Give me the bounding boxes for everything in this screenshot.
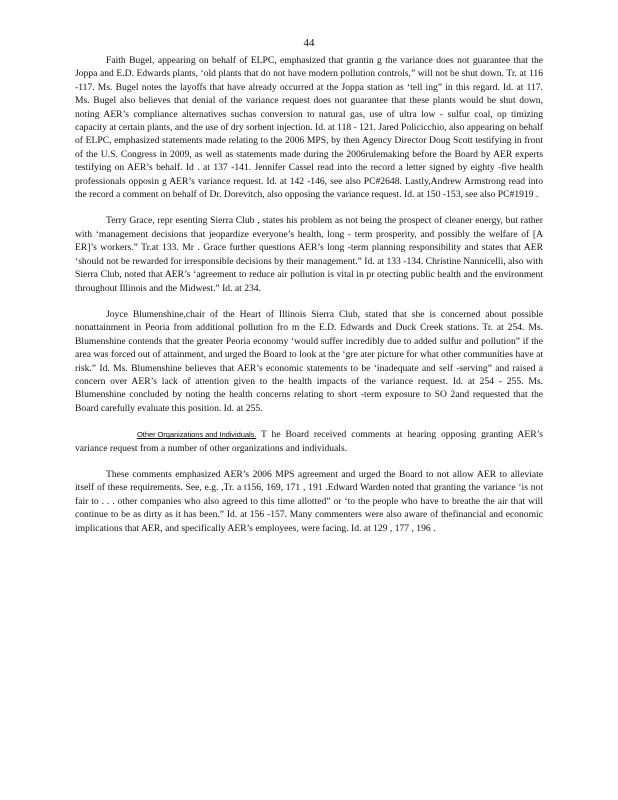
document-body bbox=[75, 54, 543, 548]
paragraph-other-organizations bbox=[75, 428, 543, 455]
paragraph-grace: Terry Grace, repr esenting Sierra Club , states his problem as not being the prospect of cleaner energy, but rather with ‘management decisions that jeopardize everyone’s health, long - term prosperity, and possibly the welfare of [A ER]’s workers.” Tr.at 133. Mr . Grace further questions AER’s long -term planning responsibility and states that AER ‘should not be rewarded for irresponsible decisions by their management.” Id. at 133 -134. Christine Nannicelli, also with Sierra Club, noted that AER’s ‘agreement to reduce air pollution is vital in pr otecting public health and the environment throughout Illinois and the Midwest.” Id. at 234. bbox=[75, 215, 543, 294]
paragraph-other-organizations-text: T he Board received comments at hearing opposing granting AER’s variance request from a number of other organizations and individuals. bbox=[75, 429, 543, 454]
paragraph-comments: These comments emphasized AER’s 2006 MPS agreement and urged the Board to not allow AER to alleviate itself of these requirements. See, e.g. ,Tr. a t156, 169, 171 , 191 .Edward Warden noted that granting the variance ‘is not fair to . . . other companies who also agreed to this time allotted” or ‘to the people who have to breathe the air that will continue to be as dirty as it has been.” Id. at 156 -157. Many commenters were also aware of thefinancial and economic implications that AER, and specifically AER’s employees, were facing. Id. at 129 , 177 , 196 . bbox=[75, 468, 543, 534]
section-heading: Other Organizations and Individuals. bbox=[137, 430, 257, 440]
paragraph-bugel: Faith Bugel, appearing on behalf of ELPC, emphasized that grantin g the variance does not guarantee that the Joppa and E.D. Edwards plants, ‘old plants that do not have modern pollution controls,” will not be shut down. Tr. at 116 -117. Ms. Bugel notes the layoffs that have already occurred at the Joppa station as ‘tell ing” in this regard. Id. at 117. Ms. Bugel also believes that denial of the variance request does not guarantee that these plants would be shut down, noting AER’s compliance alternatives suchas conversion to natural gas, use of ultra low - sulfur coal, op timizing capacity at certain plants, and the use of dry sorbent injection. Id. at 118 - 121. Jared Policicchio, also appearing on behalf of ELPC, emphasized statements made relating to the 2006 MPS, by then Agency Director Doug Scott testifying in front of the U.S. Congress in 2009, as well as statements made during the 2006rulemaking before the Board by AER experts testifying on AER’s behalf. Id . at 137 -141. Jennifer Cassel read into the record a letter signed by eighty -five health professionals opposin g AER’s variance request. Id. at 142 -146, see also PC#2648. Lastly,Andrew Armstrong read into the record a comment on behalf of Dr. Dorevitch, also opposing the variance request. Id. at 150 -153, see also PC#1919 . bbox=[75, 55, 543, 201]
page-number: 44 bbox=[303, 37, 315, 49]
paragraph-blumenshine: Joyce Blumenshine,chair of the Heart of Illinois Sierra Club, stated that she is concerned about possible nonattainment in Peoria from additional pollution fro m the E.D. Edwards and Duck Creek stations. Tr. at 254. Ms. Blumenshine contends that the greater Peoria economy ‘would suffer incredibly due to added sulfur and pollution” if the area was forced out of attainment, and urged the Board to look at the ‘gre ater picture for what other communities have at risk.” Id. Ms. Blumenshine believes that AER’s economic statements to be ‘inadequate and self -serving” and raised a concern over AER’s lack of attention given to the health impacts of the variance request. Id. at 254 - 255. Ms. Blumenshine concluded by noting the health concerns relating to short -term exposure to SO 2and requested that the Board carefully evaluate this position. Id. at 255. bbox=[75, 308, 543, 414]
